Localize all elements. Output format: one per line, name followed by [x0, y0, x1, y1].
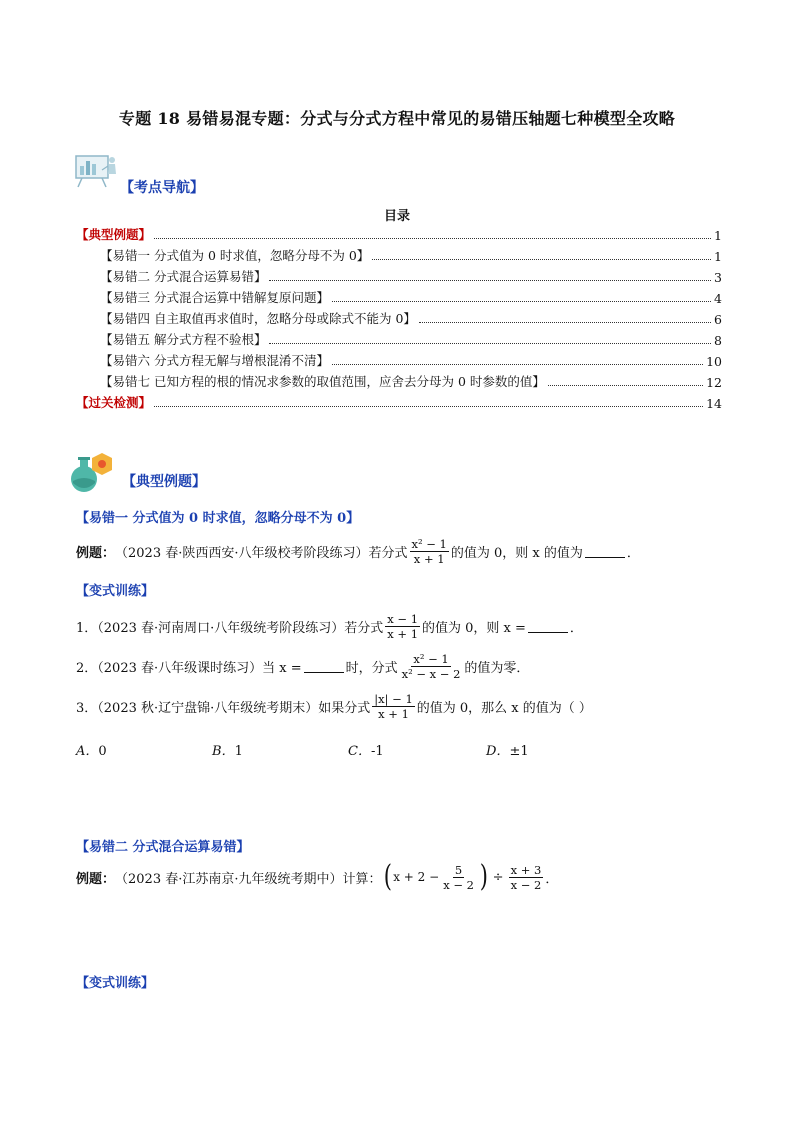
toc-entry[interactable]: 【过关检测】 14 [76, 395, 722, 411]
variant-heading: 【变式训练】 [76, 976, 155, 991]
fraction: $\frac{5}{x - 2}$ [443, 862, 474, 892]
fraction: $\frac{x + 3}{x - 2}$ [510, 862, 542, 892]
err1-heading: 【易错一 分式值为 0 时求值，忽略分母不为 0】 [76, 511, 360, 526]
flask-icon [68, 449, 118, 495]
page-title: 专题 18 易错易混专题：分式与分式方程中常见的易错压轴题七种模型全攻略 [118, 109, 676, 128]
err1-example: 例题： （2023 春·陕西西安·八年级校考阶段练习）若分式 $\frac{\text{x² − 1}}{x + 1}$ 的值为 0，则 x 的值为 ． [76, 537, 640, 566]
toc-entry[interactable]: 【典型例题】 1 [76, 227, 722, 243]
toc-entry[interactable]: 【易错一 分式值为 0 时求值，忽略分母不为 0】 1 [100, 248, 722, 264]
choice-d[interactable]: D．±1 [486, 744, 529, 759]
choice-b[interactable]: B．1 [212, 744, 243, 759]
variant-heading: 【变式训练】 [76, 584, 155, 599]
fraction: $\frac{\text{x² − 1}}{\text{x² − x − 2}}$ [401, 652, 461, 681]
presentation-board-icon [72, 150, 122, 188]
toc-entry[interactable]: 【易错五 解分式方程不验根】 8 [100, 332, 722, 348]
fraction: $\frac{\text{x² − 1}}{x + 1}$ [411, 537, 447, 566]
err2-example: 例题： （2023 春·江苏南京·九年级统考期中）计算： ( x + 2 − $\frac{5}{x - 2}$ ) ÷ $\frac{x + 3}{x - 2}$ ． [76, 859, 559, 894]
fraction: $\frac{x - 1}{x + 1}$ [387, 612, 419, 641]
answer-blank[interactable] [528, 620, 568, 633]
answer-blank[interactable] [585, 545, 625, 558]
fraction: $\frac{|x| - 1}{x + 1}$ [374, 692, 413, 721]
question-2: 2．（2023 春·八年级课时练习）当 x = 时，分式 $\frac{\text{x² − 1}}{\text{x² − x − 2}}$ 的值为零． [76, 652, 530, 681]
question-3: 3．（2023 秋·辽宁盘锦·八年级统考期末）如果分式 $\frac{|x| - 1}{x + 1}$ 的值为 0，那么 x 的值为（ ） [76, 692, 592, 721]
toc-entry[interactable]: 【易错三 分式混合运算中错解复原问题】 4 [100, 290, 722, 306]
toc-entry[interactable]: 【易错七 已知方程的根的情况求参数的取值范围，应舍去分母为 0 时参数的值】 12 [100, 374, 722, 390]
section-label: 【典型例题】 [122, 474, 206, 490]
toc-list [76, 225, 722, 411]
err2-heading: 【易错二 分式混合运算易错】 [76, 840, 250, 855]
toc-heading: 目录 [383, 209, 410, 224]
toc-entry[interactable]: 【易错四 自主取值再求值时，忽略分母或除式不能为 0】 6 [100, 311, 722, 327]
choice-a[interactable]: A．0 [76, 744, 107, 759]
toc-entry[interactable]: 【易错二 分式混合运算易错】 3 [100, 269, 722, 285]
toc-entry[interactable]: 【易错六 分式方程无解与增根混淆不清】 10 [100, 353, 722, 369]
choice-c[interactable]: C．-1 [348, 744, 384, 759]
question-1: 1．（2023 春·河南周口·八年级统考阶段练习）若分式 $\frac{x - 1}{x + 1}$ 的值为 0，则 x = ． [76, 612, 583, 641]
answer-blank[interactable] [304, 660, 344, 673]
nav-label: 【考点导航】 [120, 180, 204, 196]
